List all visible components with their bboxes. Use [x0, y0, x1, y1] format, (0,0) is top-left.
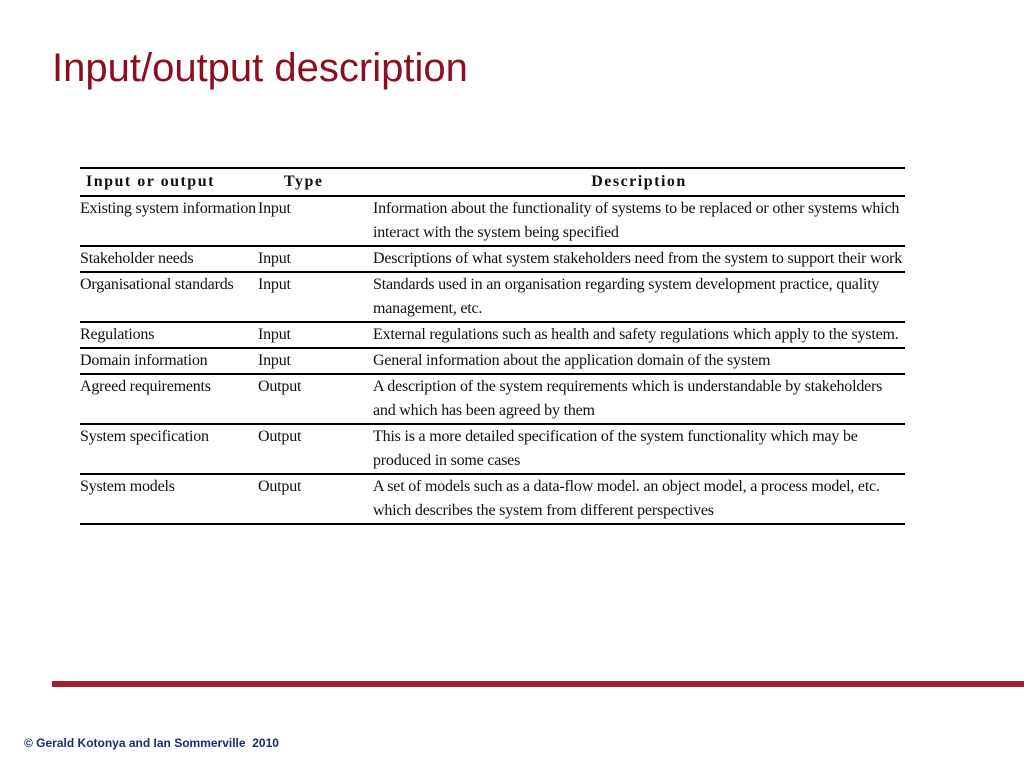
cell-type: Input: [258, 348, 373, 374]
table-row: [80, 474, 905, 524]
cell-description: This is a more detailed specification of the system functionality which may be produced in some cases: [373, 424, 905, 474]
cell-type: Input: [258, 322, 373, 348]
cell-description: Standards used in an organisation regarding system development practice, quality management, etc.: [373, 272, 905, 322]
header-input-or-output: Input or output: [80, 168, 258, 196]
cell-description: Information about the functionality of systems to be replaced or other systems which interact with the system being specified: [373, 196, 905, 246]
table-row: [80, 196, 905, 246]
table-row: [80, 424, 905, 474]
io-table: [80, 167, 905, 525]
cell-type: Input: [258, 272, 373, 322]
cell-io: Domain information: [80, 348, 258, 374]
table-row: [80, 272, 905, 322]
cell-description: External regulations such as health and safety regulations which apply to the system.: [373, 322, 905, 348]
cell-type: Input: [258, 246, 373, 272]
cell-description: General information about the application domain of the system: [373, 348, 905, 374]
table-header-row: [80, 168, 905, 196]
cell-description: Descriptions of what system stakeholders need from the system to support their work: [373, 246, 905, 272]
cell-io: System models: [80, 474, 258, 524]
table-row: [80, 374, 905, 424]
footer-rule: [52, 681, 1024, 687]
cell-type: Input: [258, 196, 373, 246]
cell-io: Existing system information: [80, 196, 258, 246]
cell-type: Output: [258, 474, 373, 524]
cell-description: A description of the system requirements which is understandable by stakeholders and which has been agreed by them: [373, 374, 905, 424]
header-type: Type: [258, 168, 373, 196]
cell-io: Regulations: [80, 322, 258, 348]
table-row: [80, 322, 905, 348]
table-row: [80, 246, 905, 272]
cell-type: Output: [258, 374, 373, 424]
header-description: Description: [373, 168, 905, 196]
cell-description: A set of models such as a data-flow model. an object model, a process model, etc. which describes the system from different perspectives: [373, 474, 905, 524]
table-row: [80, 348, 905, 374]
cell-io: System specification: [80, 424, 258, 474]
cell-io: Agreed requirements: [80, 374, 258, 424]
cell-type: Output: [258, 424, 373, 474]
slide-title: Input/output description: [52, 46, 468, 90]
cell-io: Organisational standards: [80, 272, 258, 322]
copyright-text: © Gerald Kotonya and Ian Sommerville 2010: [24, 736, 279, 750]
cell-io: Stakeholder needs: [80, 246, 258, 272]
